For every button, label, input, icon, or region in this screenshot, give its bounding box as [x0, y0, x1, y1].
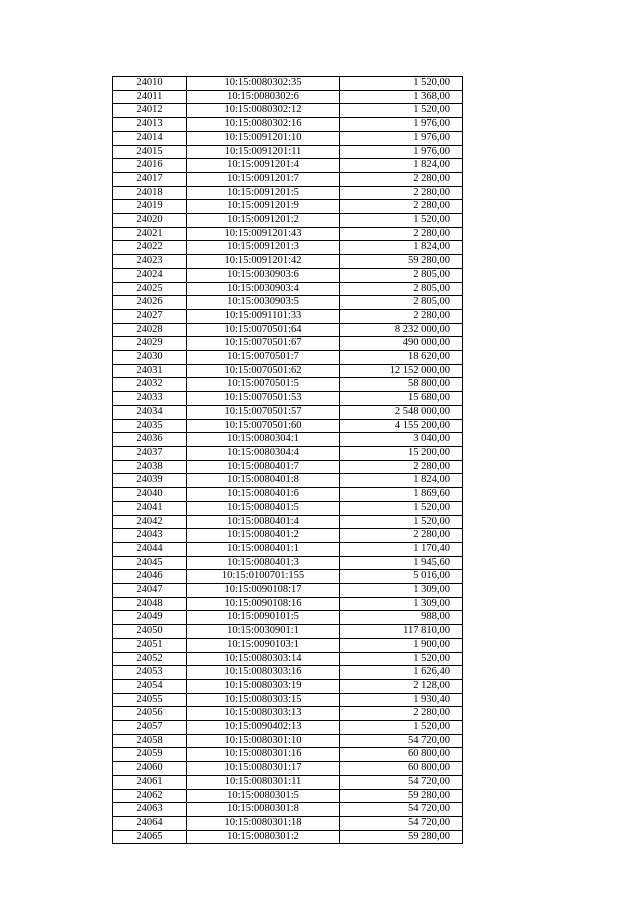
cadastral-value: 1 945,60 [340, 556, 463, 570]
cadastral-value: 1 520,00 [340, 721, 463, 735]
table-row [113, 611, 463, 625]
table-row [113, 364, 463, 378]
table-row [113, 789, 463, 803]
row-number: 24059 [113, 748, 187, 762]
row-number: 24024 [113, 268, 187, 282]
cadastral-number: 10:15:0080401:6 [187, 488, 340, 502]
cadastral-number: 10:15:0070501:60 [187, 419, 340, 433]
cadastral-value: 2 805,00 [340, 268, 463, 282]
cadastral-value: 2 280,00 [340, 186, 463, 200]
row-number: 24047 [113, 584, 187, 598]
table-row [113, 77, 463, 91]
table-row [113, 337, 463, 351]
table-row [113, 762, 463, 776]
row-number: 24040 [113, 488, 187, 502]
cadastral-number: 10:15:0080303:15 [187, 693, 340, 707]
cadastral-value: 1 520,00 [340, 501, 463, 515]
cadastral-number: 10:15:0030903:4 [187, 282, 340, 296]
table-row [113, 419, 463, 433]
cadastral-number: 10:15:0080304:4 [187, 446, 340, 460]
cadastral-number: 10:15:0080303:16 [187, 666, 340, 680]
table-row [113, 282, 463, 296]
row-number: 24049 [113, 611, 187, 625]
table-row [113, 638, 463, 652]
row-number: 24027 [113, 309, 187, 323]
table-row [113, 460, 463, 474]
row-number: 24028 [113, 323, 187, 337]
cadastral-number: 10:15:0080401:4 [187, 515, 340, 529]
cadastral-value: 15 200,00 [340, 446, 463, 460]
cadastral-value: 1 368,00 [340, 90, 463, 104]
row-number: 24058 [113, 734, 187, 748]
table-row [113, 501, 463, 515]
row-number: 24057 [113, 721, 187, 735]
row-number: 24045 [113, 556, 187, 570]
table-row [113, 104, 463, 118]
row-number: 24044 [113, 542, 187, 556]
table-row [113, 433, 463, 447]
row-number: 24019 [113, 200, 187, 214]
table-row [113, 748, 463, 762]
cadastral-value: 59 280,00 [340, 255, 463, 269]
row-number: 24052 [113, 652, 187, 666]
cadastral-number: 10:15:0091201:5 [187, 186, 340, 200]
cadastral-number: 10:15:0080301:10 [187, 734, 340, 748]
row-number: 24062 [113, 789, 187, 803]
cadastral-number: 10:15:0080302:35 [187, 77, 340, 91]
cadastral-number: 10:15:0080401:5 [187, 501, 340, 515]
row-number: 24021 [113, 227, 187, 241]
cadastral-value: 60 800,00 [340, 748, 463, 762]
cadastral-number: 10:15:0070501:5 [187, 378, 340, 392]
table-row [113, 392, 463, 406]
table-row [113, 90, 463, 104]
cadastral-value: 1 869,60 [340, 488, 463, 502]
cadastral-value: 59 280,00 [340, 830, 463, 844]
row-number: 24056 [113, 707, 187, 721]
table-row [113, 529, 463, 543]
cadastral-value: 12 152 000,00 [340, 364, 463, 378]
row-number: 24046 [113, 570, 187, 584]
table-row [113, 584, 463, 598]
cadastral-value: 15 680,00 [340, 392, 463, 406]
cadastral-value: 2 805,00 [340, 282, 463, 296]
cadastral-value: 1 824,00 [340, 474, 463, 488]
cadastral-value: 58 800,00 [340, 378, 463, 392]
table-row [113, 309, 463, 323]
cadastral-number: 10:15:0091201:3 [187, 241, 340, 255]
table-row [113, 227, 463, 241]
cadastral-number: 10:15:0090103:1 [187, 638, 340, 652]
cadastral-value: 2 548 000,00 [340, 405, 463, 419]
table-row [113, 474, 463, 488]
table-row [113, 693, 463, 707]
table-row [113, 186, 463, 200]
row-number: 24011 [113, 90, 187, 104]
cadastral-value: 1 309,00 [340, 584, 463, 598]
cadastral-value: 1 976,00 [340, 145, 463, 159]
table-row [113, 200, 463, 214]
row-number: 24038 [113, 460, 187, 474]
cadastral-number: 10:15:0080301:2 [187, 830, 340, 844]
cadastral-number: 10:15:0070501:53 [187, 392, 340, 406]
table-row [113, 515, 463, 529]
row-number: 24029 [113, 337, 187, 351]
cadastral-number: 10:15:0030903:5 [187, 296, 340, 310]
table-row [113, 296, 463, 310]
cadastral-number: 10:15:0080401:2 [187, 529, 340, 543]
table-row [113, 556, 463, 570]
table-row [113, 241, 463, 255]
cadastral-value: 1 976,00 [340, 131, 463, 145]
cadastral-number: 10:15:0091201:10 [187, 131, 340, 145]
cadastral-value: 988,00 [340, 611, 463, 625]
table-row [113, 446, 463, 460]
table-row [113, 666, 463, 680]
row-number: 24030 [113, 351, 187, 365]
cadastral-value: 1 900,00 [340, 638, 463, 652]
cadastral-number: 10:15:0090108:16 [187, 597, 340, 611]
registry-table-body [113, 77, 463, 844]
cadastral-number: 10:15:0091201:43 [187, 227, 340, 241]
table-row [113, 721, 463, 735]
cadastral-value: 1 976,00 [340, 118, 463, 132]
row-number: 24043 [113, 529, 187, 543]
row-number: 24060 [113, 762, 187, 776]
cadastral-number: 10:15:0080301:5 [187, 789, 340, 803]
cadastral-number: 10:15:0080304:1 [187, 433, 340, 447]
row-number: 24032 [113, 378, 187, 392]
cadastral-value: 490 000,00 [340, 337, 463, 351]
table-row [113, 351, 463, 365]
row-number: 24012 [113, 104, 187, 118]
table-row [113, 816, 463, 830]
cadastral-number: 10:15:0080303:19 [187, 679, 340, 693]
cadastral-value: 1 626,40 [340, 666, 463, 680]
cadastral-value: 54 720,00 [340, 734, 463, 748]
row-number: 24016 [113, 159, 187, 173]
cadastral-number: 10:15:0091201:7 [187, 172, 340, 186]
cadastral-number: 10:15:0091201:11 [187, 145, 340, 159]
row-number: 24042 [113, 515, 187, 529]
row-number: 24033 [113, 392, 187, 406]
cadastral-value: 2 280,00 [340, 200, 463, 214]
cadastral-value: 1 309,00 [340, 597, 463, 611]
cadastral-value: 2 280,00 [340, 227, 463, 241]
cadastral-number: 10:15:0030901:1 [187, 625, 340, 639]
cadastral-value: 18 620,00 [340, 351, 463, 365]
table-row [113, 214, 463, 228]
table-row [113, 145, 463, 159]
cadastral-value: 1 520,00 [340, 515, 463, 529]
cadastral-value: 5 016,00 [340, 570, 463, 584]
table-row [113, 131, 463, 145]
cadastral-value: 2 805,00 [340, 296, 463, 310]
row-number: 24035 [113, 419, 187, 433]
row-number: 24018 [113, 186, 187, 200]
cadastral-number: 10:15:0080401:8 [187, 474, 340, 488]
cadastral-number: 10:15:0080303:14 [187, 652, 340, 666]
cadastral-value: 54 720,00 [340, 803, 463, 817]
cadastral-number: 10:15:0070501:7 [187, 351, 340, 365]
row-number: 24031 [113, 364, 187, 378]
cadastral-number: 10:15:0080301:18 [187, 816, 340, 830]
cadastral-value: 2 280,00 [340, 460, 463, 474]
table-row [113, 597, 463, 611]
row-number: 24017 [113, 172, 187, 186]
cadastral-value: 60 800,00 [340, 762, 463, 776]
row-number: 24014 [113, 131, 187, 145]
table-row [113, 378, 463, 392]
cadastral-value: 1 520,00 [340, 214, 463, 228]
cadastral-value: 4 155 200,00 [340, 419, 463, 433]
row-number: 24010 [113, 77, 187, 91]
table-row [113, 734, 463, 748]
cadastral-number: 10:15:0030903:6 [187, 268, 340, 282]
cadastral-value: 2 280,00 [340, 529, 463, 543]
cadastral-number: 10:15:0080301:8 [187, 803, 340, 817]
cadastral-value: 1 930,40 [340, 693, 463, 707]
table-row [113, 405, 463, 419]
table-row [113, 775, 463, 789]
row-number: 24064 [113, 816, 187, 830]
cadastral-number: 10:15:0070501:57 [187, 405, 340, 419]
row-number: 24065 [113, 830, 187, 844]
row-number: 24054 [113, 679, 187, 693]
row-number: 24015 [113, 145, 187, 159]
registry-table [112, 76, 463, 844]
row-number: 24023 [113, 255, 187, 269]
row-number: 24061 [113, 775, 187, 789]
cadastral-number: 10:15:0080301:11 [187, 775, 340, 789]
table-row [113, 118, 463, 132]
row-number: 24022 [113, 241, 187, 255]
cadastral-value: 117 810,00 [340, 625, 463, 639]
cadastral-value: 59 280,00 [340, 789, 463, 803]
cadastral-number: 10:15:0100701:155 [187, 570, 340, 584]
table-row [113, 172, 463, 186]
table-row [113, 570, 463, 584]
cadastral-number: 10:15:0070501:64 [187, 323, 340, 337]
table-row [113, 625, 463, 639]
row-number: 24026 [113, 296, 187, 310]
row-number: 24034 [113, 405, 187, 419]
table-row [113, 830, 463, 844]
cadastral-number: 10:15:0090101:5 [187, 611, 340, 625]
cadastral-value: 2 280,00 [340, 172, 463, 186]
cadastral-number: 10:15:0080302:16 [187, 118, 340, 132]
cadastral-value: 3 040,00 [340, 433, 463, 447]
table-row [113, 159, 463, 173]
cadastral-number: 10:15:0070501:62 [187, 364, 340, 378]
cadastral-number: 10:15:0080401:7 [187, 460, 340, 474]
table-row [113, 803, 463, 817]
row-number: 24048 [113, 597, 187, 611]
row-number: 24013 [113, 118, 187, 132]
cadastral-number: 10:15:0091201:4 [187, 159, 340, 173]
cadastral-number: 10:15:0080401:3 [187, 556, 340, 570]
cadastral-number: 10:15:0080401:1 [187, 542, 340, 556]
cadastral-number: 10:15:0080302:6 [187, 90, 340, 104]
table-row [113, 323, 463, 337]
table-row [113, 707, 463, 721]
cadastral-value: 54 720,00 [340, 775, 463, 789]
cadastral-value: 2 280,00 [340, 309, 463, 323]
table-row [113, 268, 463, 282]
cadastral-value: 2 280,00 [340, 707, 463, 721]
cadastral-number: 10:15:0091201:9 [187, 200, 340, 214]
cadastral-value: 8 232 000,00 [340, 323, 463, 337]
cadastral-value: 1 520,00 [340, 104, 463, 118]
cadastral-value: 1 520,00 [340, 652, 463, 666]
table-row [113, 652, 463, 666]
cadastral-value: 1 824,00 [340, 159, 463, 173]
cadastral-number: 10:15:0080302:12 [187, 104, 340, 118]
cadastral-number: 10:15:0091201:42 [187, 255, 340, 269]
row-number: 24036 [113, 433, 187, 447]
cadastral-number: 10:15:0080301:17 [187, 762, 340, 776]
cadastral-number: 10:15:0090108:17 [187, 584, 340, 598]
table-row [113, 542, 463, 556]
cadastral-value: 2 128,00 [340, 679, 463, 693]
cadastral-number: 10:15:0091201:2 [187, 214, 340, 228]
row-number: 24063 [113, 803, 187, 817]
table-row [113, 488, 463, 502]
cadastral-number: 10:15:0090402:13 [187, 721, 340, 735]
cadastral-number: 10:15:0080301:16 [187, 748, 340, 762]
row-number: 24025 [113, 282, 187, 296]
table-row [113, 255, 463, 269]
row-number: 24039 [113, 474, 187, 488]
row-number: 24020 [113, 214, 187, 228]
cadastral-number: 10:15:0080303:13 [187, 707, 340, 721]
cadastral-number: 10:15:0070501:67 [187, 337, 340, 351]
row-number: 24055 [113, 693, 187, 707]
row-number: 24041 [113, 501, 187, 515]
row-number: 24051 [113, 638, 187, 652]
cadastral-value: 1 170,40 [340, 542, 463, 556]
row-number: 24053 [113, 666, 187, 680]
cadastral-value: 1 520,00 [340, 77, 463, 91]
row-number: 24037 [113, 446, 187, 460]
row-number: 24050 [113, 625, 187, 639]
cadastral-value: 1 824,00 [340, 241, 463, 255]
cadastral-number: 10:15:0091101:33 [187, 309, 340, 323]
table-row [113, 679, 463, 693]
cadastral-value: 54 720,00 [340, 816, 463, 830]
